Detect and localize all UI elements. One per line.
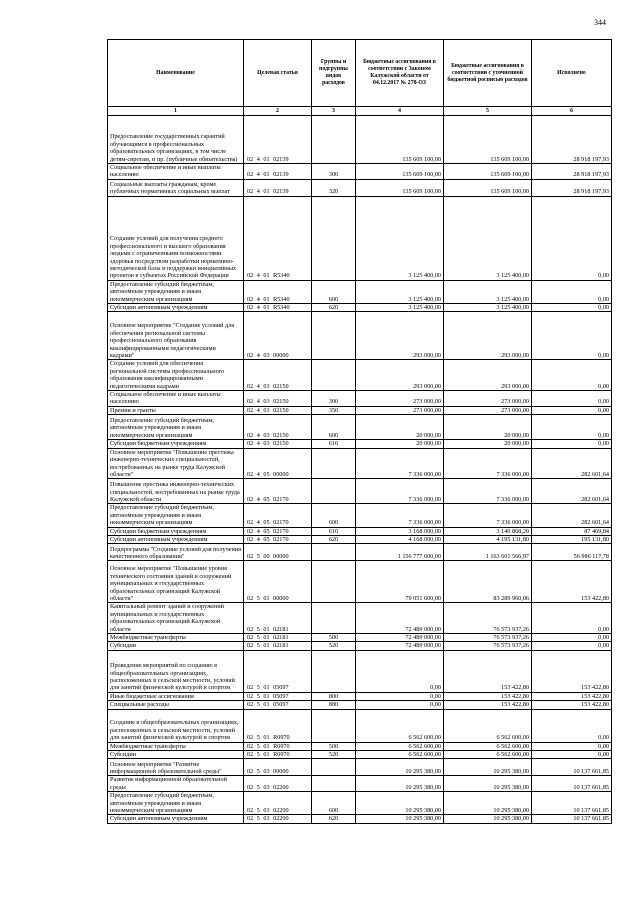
row-revised-allocation-cell: 76 573 937,26	[444, 642, 532, 650]
row-target-article-cell: 02 4 05 02170	[244, 504, 312, 527]
table-row	[108, 116, 612, 164]
table-row	[108, 815, 612, 823]
row-expense-group-cell	[312, 544, 356, 561]
column-number: 2	[244, 107, 312, 116]
table-row	[108, 742, 612, 750]
row-revised-allocation-cell: 3 125 400,00	[444, 304, 532, 312]
row-executed-cell: 0,00	[532, 280, 612, 303]
table-row	[108, 633, 612, 641]
row-name-cell: Основное мероприятие "Создание условий для обеспечения региональной системы профессионального образования квалифицированными педагогическими кадрами"	[108, 312, 244, 360]
header-row	[108, 40, 612, 107]
row-expense-group-cell	[312, 709, 356, 742]
row-revised-allocation-cell: 3 140 868,20	[444, 527, 532, 535]
page-number: 344	[594, 18, 606, 27]
table-row	[108, 751, 612, 759]
row-law-allocation-cell: 72 489 000,00	[356, 642, 444, 650]
row-name-cell: Повышение престижа инженерно-технических специальностей, востребованных на рынке труда Калужской области	[108, 479, 244, 504]
row-executed-cell: 0,00	[532, 440, 612, 448]
row-executed-cell: 153 422,80	[532, 701, 612, 709]
row-executed-cell: 28 918 197,93	[532, 116, 612, 164]
table-row	[108, 642, 612, 650]
row-name-cell: Предоставление субсидий бюджетным, автономным учреждениям и иным некоммерческим организациям	[108, 415, 244, 440]
row-expense-group-cell: 600	[312, 415, 356, 440]
table-body	[108, 116, 612, 824]
row-expense-group-cell	[312, 776, 356, 792]
row-expense-group-cell: 300	[312, 164, 356, 180]
table-row	[108, 759, 612, 776]
table-row	[108, 391, 612, 407]
row-revised-allocation-cell: 153 422,80	[444, 692, 532, 700]
row-name-cell: Субсидии	[108, 751, 244, 759]
row-executed-cell: 195 131,80	[532, 535, 612, 543]
row-name-cell: Социальное обеспечение и иные выплаты населению	[108, 164, 244, 180]
row-expense-group-cell: 320	[312, 179, 356, 196]
row-expense-group-cell	[312, 479, 356, 504]
row-executed-cell: 10 137 661,85	[532, 792, 612, 815]
row-target-article-cell: 02 4 05 02170	[244, 527, 312, 535]
row-revised-allocation-cell: 153 422,80	[444, 701, 532, 709]
row-law-allocation-cell: 3 125 400,00	[356, 304, 444, 312]
row-revised-allocation-cell: 7 336 000,00	[444, 448, 532, 479]
row-revised-allocation-cell: 7 336 000,00	[444, 479, 532, 504]
row-target-article-cell: 02 4 03 02150	[244, 440, 312, 448]
row-name-cell: Предоставление государственных гарантий обучающимся в профессиональных образовательных организациях, в том числе детям-сиротам, и пр. (публичные обязательства)	[108, 116, 244, 164]
table-row	[108, 776, 612, 792]
row-law-allocation-cell: 4 168 000,00	[356, 535, 444, 543]
header-law-allocations: Бюджетные ассигнования в соответствии с Законом Калужской области от 04.12.2017 № 278-ОЗ	[356, 40, 444, 107]
table-row	[108, 312, 612, 360]
table-row	[108, 709, 612, 742]
row-expense-group-cell	[312, 561, 356, 603]
row-law-allocation-cell: 7 336 000,00	[356, 504, 444, 527]
row-name-cell: Развитие информационной образовательной среды	[108, 776, 244, 792]
row-name-cell: Проведение мероприятий по созданию в общеобразовательных организациях, расположенных в сельской местности, условий для занятий физической культурой и спортом	[108, 650, 244, 692]
row-revised-allocation-cell: 10 295 380,00	[444, 776, 532, 792]
row-executed-cell: 153 422,80	[532, 692, 612, 700]
row-law-allocation-cell: 0,00	[356, 692, 444, 700]
row-expense-group-cell	[312, 116, 356, 164]
row-law-allocation-cell: 7 336 000,00	[356, 479, 444, 504]
table-row	[108, 479, 612, 504]
row-expense-group-cell: 610	[312, 440, 356, 448]
row-name-cell: Специальные расходы	[108, 701, 244, 709]
row-name-cell: Межбюджетные трансферты	[108, 742, 244, 750]
row-target-article-cell: 02 5 03 02200	[244, 815, 312, 823]
row-revised-allocation-cell: 20 000,00	[444, 415, 532, 440]
table-row	[108, 692, 612, 700]
row-target-article-cell: 02 5 01 R0970	[244, 709, 312, 742]
row-executed-cell: 153 422,80	[532, 650, 612, 692]
row-executed-cell: 282 601,64	[532, 448, 612, 479]
row-expense-group-cell: 520	[312, 751, 356, 759]
row-revised-allocation-cell: 6 562 600,00	[444, 709, 532, 742]
row-expense-group-cell: 300	[312, 391, 356, 407]
column-number-row	[108, 107, 612, 116]
row-revised-allocation-cell: 6 562 600,00	[444, 742, 532, 750]
row-name-cell: Субсидии	[108, 642, 244, 650]
header-target-article: Целевая статья	[244, 40, 312, 107]
row-revised-allocation-cell: 4 195 131,80	[444, 535, 532, 543]
row-name-cell: Основное мероприятие "Развитие информационной образовательной среды"	[108, 759, 244, 776]
row-law-allocation-cell: 135 609 100,00	[356, 116, 444, 164]
row-revised-allocation-cell: 10 295 380,00	[444, 759, 532, 776]
row-target-article-cell: 02 4 05 00000	[244, 448, 312, 479]
row-executed-cell: 0,00	[532, 391, 612, 407]
row-expense-group-cell: 800	[312, 692, 356, 700]
row-name-cell: Субсидии автономным учреждениям	[108, 304, 244, 312]
row-revised-allocation-cell: 1 163 601 566,97	[444, 544, 532, 561]
table-row	[108, 415, 612, 440]
row-expense-group-cell: 880	[312, 701, 356, 709]
row-expense-group-cell: 620	[312, 535, 356, 543]
row-name-cell: Предоставление субсидий бюджетным, автономным учреждениям и иным некоммерческим организациям	[108, 280, 244, 303]
row-expense-group-cell	[312, 759, 356, 776]
row-law-allocation-cell: 6 562 600,00	[356, 742, 444, 750]
row-target-article-cell: 02 4 03 02150	[244, 415, 312, 440]
row-expense-group-cell: 350	[312, 406, 356, 414]
row-revised-allocation-cell: 273 000,00	[444, 406, 532, 414]
row-target-article-cell: 02 5 03 00000	[244, 759, 312, 776]
row-expense-group-cell: 500	[312, 633, 356, 641]
row-revised-allocation-cell: 20 000,00	[444, 440, 532, 448]
row-target-article-cell: 02 5 01 02181	[244, 603, 312, 634]
row-law-allocation-cell: 6 562 600,00	[356, 751, 444, 759]
row-law-allocation-cell: 7 336 000,00	[356, 448, 444, 479]
table-row	[108, 448, 612, 479]
table-row	[108, 650, 612, 692]
table-row	[108, 360, 612, 391]
row-law-allocation-cell: 10 295 380,00	[356, 759, 444, 776]
row-name-cell: Основное мероприятие "Повышение престижа инженерно-технических специальностей, востребованных на рынке труда Калужской области"	[108, 448, 244, 479]
row-law-allocation-cell: 10 295 380,00	[356, 792, 444, 815]
table-row	[108, 527, 612, 535]
row-law-allocation-cell: 79 051 600,00	[356, 561, 444, 603]
row-revised-allocation-cell: 293 000,00	[444, 312, 532, 360]
row-executed-cell: 0,00	[532, 751, 612, 759]
row-expense-group-cell: 600	[312, 792, 356, 815]
row-revised-allocation-cell: 76 573 937,26	[444, 633, 532, 641]
row-expense-group-cell	[312, 603, 356, 634]
row-law-allocation-cell: 273 000,00	[356, 391, 444, 407]
row-law-allocation-cell: 6 562 600,00	[356, 709, 444, 742]
row-law-allocation-cell: 135 609 100,00	[356, 164, 444, 180]
row-executed-cell: 10 137 661,85	[532, 815, 612, 823]
header-expense-group: Группы и подгруппы видов расходов	[312, 40, 356, 107]
row-law-allocation-cell: 10 295 380,00	[356, 815, 444, 823]
row-name-cell: Подпрограмма "Создание условий для получения качественного образования"	[108, 544, 244, 561]
table-row	[108, 701, 612, 709]
row-target-article-cell: 02 4 01 02139	[244, 116, 312, 164]
row-executed-cell: 56 986 117,78	[532, 544, 612, 561]
row-target-article-cell: 02 5 01 00000	[244, 561, 312, 603]
row-target-article-cell: 02 4 01 R5340	[244, 280, 312, 303]
table-row	[108, 535, 612, 543]
row-revised-allocation-cell: 76 573 937,26	[444, 603, 532, 634]
row-target-article-cell: 02 5 01 05097	[244, 701, 312, 709]
table-row	[108, 164, 612, 180]
row-executed-cell: 0,00	[532, 633, 612, 641]
row-name-cell: Премии и гранты	[108, 406, 244, 414]
row-law-allocation-cell: 3 125 400,00	[356, 196, 444, 280]
row-target-article-cell: 02 5 01 02181	[244, 642, 312, 650]
table-row	[108, 280, 612, 303]
row-executed-cell: 0,00	[532, 360, 612, 391]
row-law-allocation-cell: 72 489 000,00	[356, 633, 444, 641]
column-number: 4	[356, 107, 444, 116]
row-name-cell: Социальные выплаты гражданам, кроме публичных нормативных социальных выплат	[108, 179, 244, 196]
row-executed-cell: 87 469,84	[532, 527, 612, 535]
row-expense-group-cell	[312, 312, 356, 360]
table-row	[108, 792, 612, 815]
row-executed-cell: 0,00	[532, 709, 612, 742]
row-name-cell: Субсидии автономным учреждениям	[108, 535, 244, 543]
row-revised-allocation-cell: 3 125 400,00	[444, 280, 532, 303]
row-target-article-cell: 02 5 03 02200	[244, 792, 312, 815]
row-expense-group-cell: 520	[312, 642, 356, 650]
row-target-article-cell: 02 5 01 R0970	[244, 742, 312, 750]
row-law-allocation-cell: 20 000,00	[356, 415, 444, 440]
row-target-article-cell: 02 4 05 02170	[244, 479, 312, 504]
row-executed-cell: 0,00	[532, 415, 612, 440]
row-law-allocation-cell: 0,00	[356, 701, 444, 709]
table-row	[108, 544, 612, 561]
row-revised-allocation-cell: 273 000,00	[444, 391, 532, 407]
row-law-allocation-cell: 72 489 000,00	[356, 603, 444, 634]
row-executed-cell: 28 918 197,93	[532, 179, 612, 196]
row-expense-group-cell: 620	[312, 304, 356, 312]
row-name-cell: Субсидии автономным учреждениям	[108, 815, 244, 823]
row-revised-allocation-cell: 6 562 600,00	[444, 751, 532, 759]
row-expense-group-cell	[312, 360, 356, 391]
row-target-article-cell: 02 4 01 02139	[244, 164, 312, 180]
column-number: 6	[532, 107, 612, 116]
row-name-cell: Субсидии бюджетным учреждениям	[108, 527, 244, 535]
row-law-allocation-cell: 135 609 100,00	[356, 179, 444, 196]
row-name-cell: Иные бюджетные ассигнования	[108, 692, 244, 700]
row-revised-allocation-cell: 153 422,80	[444, 650, 532, 692]
row-target-article-cell: 02 4 03 02150	[244, 360, 312, 391]
row-name-cell: Предоставление субсидий бюджетным, автономным учреждениям и иным некоммерческим организациям	[108, 792, 244, 815]
row-target-article-cell: 02 5 01 05097	[244, 650, 312, 692]
row-name-cell: Субсидии бюджетным учреждениям	[108, 440, 244, 448]
row-target-article-cell: 02 4 03 02150	[244, 391, 312, 407]
row-name-cell: Создание в общеобразовательных организациях, расположенных в сельской местности, условий для занятий физической культурой и спортом	[108, 709, 244, 742]
table-row	[108, 179, 612, 196]
row-law-allocation-cell: 1 156 777 600,00	[356, 544, 444, 561]
header-executed: Исполнено	[532, 40, 612, 107]
row-executed-cell: 0,00	[532, 406, 612, 414]
row-name-cell: Создание условий для обеспечения региональной системы профессионального образования квалифицированными педагогическими кадрами	[108, 360, 244, 391]
row-target-article-cell: 02 5 01 02181	[244, 633, 312, 641]
row-target-article-cell: 02 5 01 05097	[244, 692, 312, 700]
row-name-cell: Основное мероприятие "Повышение уровня технического состояния зданий и сооружений муниципальных и государственных образовательных организаций Калужской области"	[108, 561, 244, 603]
row-target-article-cell: 02 4 05 02170	[244, 535, 312, 543]
row-revised-allocation-cell: 135 609 100,00	[444, 164, 532, 180]
header-name: Наименование	[108, 40, 244, 107]
row-executed-cell: 28 918 197,93	[532, 164, 612, 180]
row-executed-cell: 0,00	[532, 742, 612, 750]
table-row	[108, 504, 612, 527]
row-expense-group-cell	[312, 196, 356, 280]
row-target-article-cell: 02 5 00 00000	[244, 544, 312, 561]
row-target-article-cell: 02 5 01 R0970	[244, 751, 312, 759]
row-revised-allocation-cell: 83 289 960,06	[444, 561, 532, 603]
row-law-allocation-cell: 20 000,00	[356, 440, 444, 448]
row-expense-group-cell: 500	[312, 742, 356, 750]
row-revised-allocation-cell: 3 125 400,00	[444, 196, 532, 280]
row-target-article-cell: 02 4 03 02150	[244, 406, 312, 414]
table-row	[108, 196, 612, 280]
row-name-cell: Капитальный ремонт зданий и сооружений муниципальных и государственных образовательных организаций Калужской области	[108, 603, 244, 634]
row-expense-group-cell	[312, 650, 356, 692]
row-revised-allocation-cell: 135 609 100,00	[444, 116, 532, 164]
row-law-allocation-cell: 293 000,00	[356, 360, 444, 391]
row-target-article-cell: 02 4 01 R5340	[244, 304, 312, 312]
budget-table	[107, 39, 612, 824]
row-executed-cell: 0,00	[532, 304, 612, 312]
header-revised-allocations: Бюджетные ассигнования в соответствии с уточненной бюджетной росписью расходов	[444, 40, 532, 107]
row-revised-allocation-cell: 135 609 100,00	[444, 179, 532, 196]
row-target-article-cell: 02 5 03 02200	[244, 776, 312, 792]
row-executed-cell: 0,00	[532, 312, 612, 360]
column-number: 5	[444, 107, 532, 116]
row-revised-allocation-cell: 293 000,00	[444, 360, 532, 391]
row-executed-cell: 0,00	[532, 642, 612, 650]
row-revised-allocation-cell: 7 336 000,00	[444, 504, 532, 527]
row-expense-group-cell: 610	[312, 527, 356, 535]
row-name-cell: Создание условий для получения среднего профессионального и высшего образования людьми с ограниченными возможностями здоровья посредством разработки нормативно-методической базы и поддержки инициативных проектов в субъектах Российской Федерации	[108, 196, 244, 280]
row-revised-allocation-cell: 10 295 380,00	[444, 792, 532, 815]
row-law-allocation-cell: 3 125 400,00	[356, 280, 444, 303]
row-expense-group-cell	[312, 448, 356, 479]
row-executed-cell: 282 601,64	[532, 504, 612, 527]
row-name-cell: Социальное обеспечение и иные выплаты населению	[108, 391, 244, 407]
row-executed-cell: 282 601,64	[532, 479, 612, 504]
row-law-allocation-cell: 0,00	[356, 650, 444, 692]
row-executed-cell: 153 422,80	[532, 561, 612, 603]
row-executed-cell: 0,00	[532, 196, 612, 280]
row-law-allocation-cell: 293 000,00	[356, 312, 444, 360]
row-expense-group-cell: 600	[312, 280, 356, 303]
row-law-allocation-cell: 3 168 000,00	[356, 527, 444, 535]
table-row	[108, 603, 612, 634]
row-law-allocation-cell: 10 295 380,00	[356, 776, 444, 792]
row-law-allocation-cell: 273 000,00	[356, 406, 444, 414]
column-number: 3	[312, 107, 356, 116]
table-row	[108, 304, 612, 312]
column-number: 1	[108, 107, 244, 116]
row-revised-allocation-cell: 10 295 380,00	[444, 815, 532, 823]
row-executed-cell: 10 137 661,85	[532, 759, 612, 776]
row-target-article-cell: 02 4 03 00000	[244, 312, 312, 360]
table-row	[108, 561, 612, 603]
row-expense-group-cell: 620	[312, 815, 356, 823]
table-row	[108, 406, 612, 414]
row-expense-group-cell: 600	[312, 504, 356, 527]
table-row	[108, 440, 612, 448]
row-target-article-cell: 02 4 01 R5340	[244, 196, 312, 280]
row-target-article-cell: 02 4 01 02139	[244, 179, 312, 196]
row-name-cell: Межбюджетные трансферты	[108, 633, 244, 641]
row-executed-cell: 0,00	[532, 603, 612, 634]
row-executed-cell: 10 137 661,85	[532, 776, 612, 792]
row-name-cell: Предоставление субсидий бюджетным, автономным учреждениям и иным некоммерческим организациям	[108, 504, 244, 527]
